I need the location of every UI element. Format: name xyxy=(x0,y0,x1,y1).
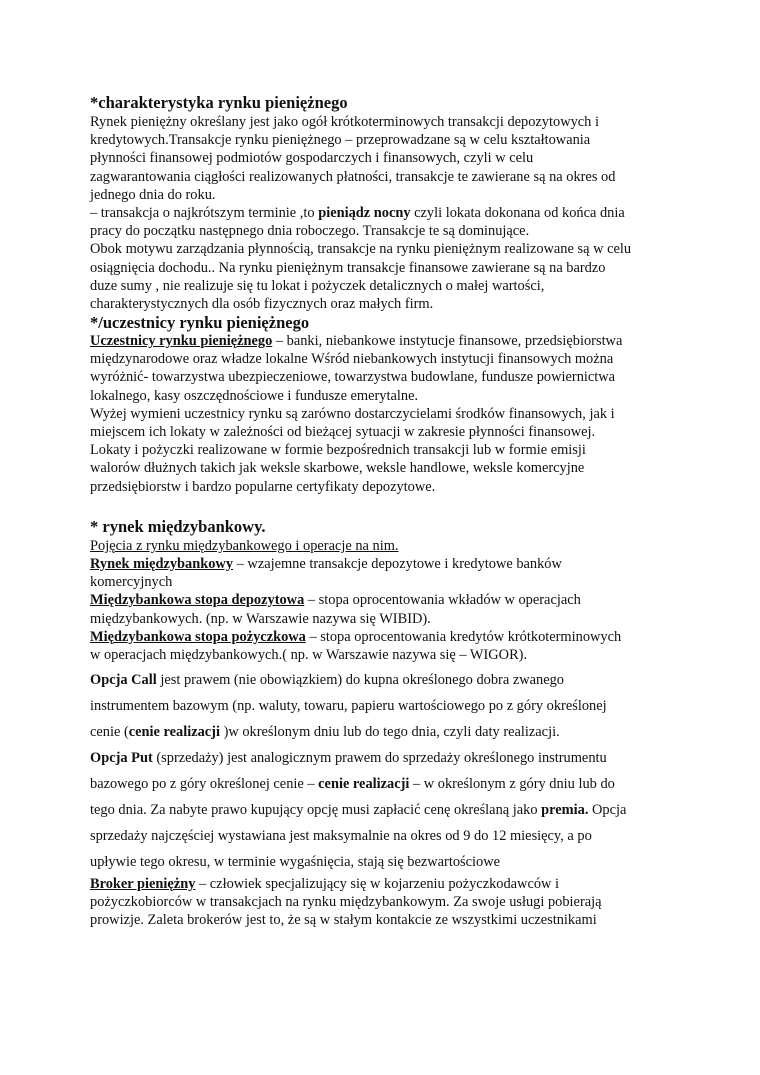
text-line: osiągnięcia dochodu.. Na rynku pieniężnym transakcje finansowe zawierane są na bardzo xyxy=(90,259,606,276)
text-run: – transakcja o najkrótszym terminie ,to xyxy=(90,204,319,221)
definition-put-option xyxy=(90,745,690,875)
text-run: Opcja xyxy=(588,802,627,819)
text-line: Lokaty i pożyczki realizowane w formie bezpośrednich transakcji lub w formie emisji xyxy=(90,442,586,459)
definition-loan-rate xyxy=(90,628,690,664)
text-line xyxy=(90,628,690,646)
text-line: jednego dnia do roku. xyxy=(90,186,216,203)
heading-interbank xyxy=(90,516,690,537)
text-line: Wyżej wymieni uczestnicy rynku są zarówno dostarczycielami środków finansowych, jak i xyxy=(90,405,615,422)
text-line: walorów dłużnych takich jak weksle skarbowe, weksle handlowe, weksle komercyjne xyxy=(90,460,585,477)
heading-title: * rynek międzybankowy. xyxy=(90,516,266,536)
text-line: duze sumy , nie realizuje się tu lokat i pożyczek detalicznych o małej wartości, xyxy=(90,277,545,294)
text-run: tego dnia. Za nabyte prawo kupujący opcję musi zapłacić cenę określaną jako xyxy=(90,802,542,819)
text-line: prowizje. Zaleta brokerów jest to, że są w stałym kontakcie ze wszystkimi uczestnikami xyxy=(90,912,597,929)
spacer xyxy=(90,496,690,516)
text-run: jest prawem (nie obowiązkiem) do kupna określonego dobra zwanego xyxy=(156,672,564,689)
text-line: zagwarantowania ciągłości realizowanych płatności, transakcje te zawierane są na okres od xyxy=(90,168,616,185)
text-line: komercyjnych xyxy=(90,574,173,591)
text-run: (sprzedaży) jest analogicznym prawem do sprzedaży określonego instrumentu xyxy=(152,750,607,767)
heading-characteristics xyxy=(90,92,690,113)
text-line xyxy=(90,332,690,350)
heading-title: charakterystyka rynku pieniężnego xyxy=(98,93,348,112)
paragraph-definition xyxy=(90,113,690,204)
text-line: upływie tego okresu, w terminie wygaśnięcia, stają się bezwartościowe xyxy=(90,854,500,871)
text-line: kredytowych.Transakcje rynku pieniężnego – przeprowadzane są w celu kształtowania xyxy=(90,132,591,149)
term-premium: premia. xyxy=(541,802,589,819)
paragraph-participants xyxy=(90,332,690,496)
text-line: w operacjach międzybankowych.( np. w Warszawie nazywa się – WIGOR). xyxy=(90,646,528,663)
term-interbank-market: Rynek międzybankowy xyxy=(90,555,234,572)
text-line xyxy=(90,204,690,222)
text-line xyxy=(90,719,690,745)
text-run: – wzajemne transakcje depozytowe i kredytowe banków xyxy=(233,555,562,572)
text-line: instrumentem bazowym (np. waluty, towaru, papieru wartościowego po z góry określonej xyxy=(90,698,607,715)
text-run: – stopa oprocentowania wkładów w operacjach xyxy=(304,592,581,609)
text-line: pożyczkobiorców w transakcjach na rynku międzybankowym. Za swoje usługi pobierają xyxy=(90,894,602,911)
subheading-interbank-concepts: Pojęcia z rynku międzybankowego i operacje na nim. xyxy=(90,537,399,554)
definition-interbank-market xyxy=(90,555,690,591)
text-line: sprzedaży najczęściej wystawiana jest maksymalnie na okres od 9 do 12 miesięcy, a po xyxy=(90,828,592,845)
heading-star: * xyxy=(90,93,99,112)
term-call-option: Opcja Call xyxy=(90,672,157,689)
text-line: płynności finansowej podmiotów gospodarczych i finansowych, czyli w celu xyxy=(90,150,534,167)
text-line: wyróżnić- towarzystwa ubezpieczeniowe, towarzystwa budowlane, fundusze powiernictwa xyxy=(90,369,616,386)
text-line: międzybankowych. (np. w Warszawie nazywa się WIBID). xyxy=(90,610,431,627)
text-line: przedsiębiorstw i bardzo popularne certyfikaty depozytowe. xyxy=(90,478,436,495)
text-line xyxy=(90,555,690,573)
text-line xyxy=(90,771,690,797)
definition-call-option xyxy=(90,667,690,745)
text-run: czyli lokata dokonana od końca dnia xyxy=(410,204,625,221)
text-run: – w określonym z góry dniu lub do xyxy=(409,776,615,793)
text-line: lokalnego, kasy oszczędnościowe i fundusze emerytalne. xyxy=(90,387,419,404)
definition-deposit-rate xyxy=(90,591,690,627)
term-strike-price: cenie realizacji xyxy=(318,776,410,793)
heading-participants: */uczestnicy rynku pieniężnego xyxy=(90,313,310,333)
text-run: – człowiek specjalizujący się w kojarzeniu pożyczkodawców i xyxy=(195,876,560,893)
term-participants: Uczestnicy rynku pieniężnego xyxy=(90,333,273,350)
term-put-option: Opcja Put xyxy=(90,750,153,767)
text-line: pracy do początku następnego dnia roboczego. Transakcje te są dominujące. xyxy=(90,223,530,240)
text-line: Rynek pieniężny określany jest jako ogół krótkoterminowych transakcji depozytowych i xyxy=(90,114,599,130)
paragraph-overnight xyxy=(90,204,690,313)
term-loan-rate: Międzybankowa stopa pożyczkowa xyxy=(90,628,306,645)
text-run: )w określonym dniu lub do tego dnia, czyli daty realizacji. xyxy=(219,724,560,741)
text-line xyxy=(90,797,690,823)
text-run: cenie ( xyxy=(90,724,129,741)
term-broker: Broker pieniężny xyxy=(90,876,196,893)
text-line xyxy=(90,667,690,693)
document-body xyxy=(90,92,690,930)
text-run: – stopa oprocentowania kredytów krótkoterminowych xyxy=(305,628,622,645)
text-line xyxy=(90,591,690,609)
text-line xyxy=(90,875,690,893)
text-line: międzynarodowe oraz władze lokalne Wśród niebankowych instytucji finansowych można xyxy=(90,351,614,368)
text-run: bazowego po z góry określonej cenie – xyxy=(90,776,319,793)
text-run: – banki, niebankowe instytucje finansowe, przedsiębiorstwa xyxy=(272,333,623,350)
text-line: charakterystycznych dla osób fizycznych oraz małych firm. xyxy=(90,295,434,312)
text-line xyxy=(90,745,690,771)
text-line: Obok motywu zarządzania płynnością, transakcje na rynku pieniężnym realizowane są w celu xyxy=(90,241,632,258)
definition-broker xyxy=(90,875,690,930)
term-deposit-rate: Międzybankowa stopa depozytowa xyxy=(90,592,305,609)
text-line: miejscem ich lokaty w zależności od bieżącej sytuacji w zakresie płynności finansowej. xyxy=(90,424,596,440)
term-strike-price: cenie realizacji xyxy=(128,724,220,741)
term-overnight: pieniądz nocny xyxy=(318,204,411,221)
